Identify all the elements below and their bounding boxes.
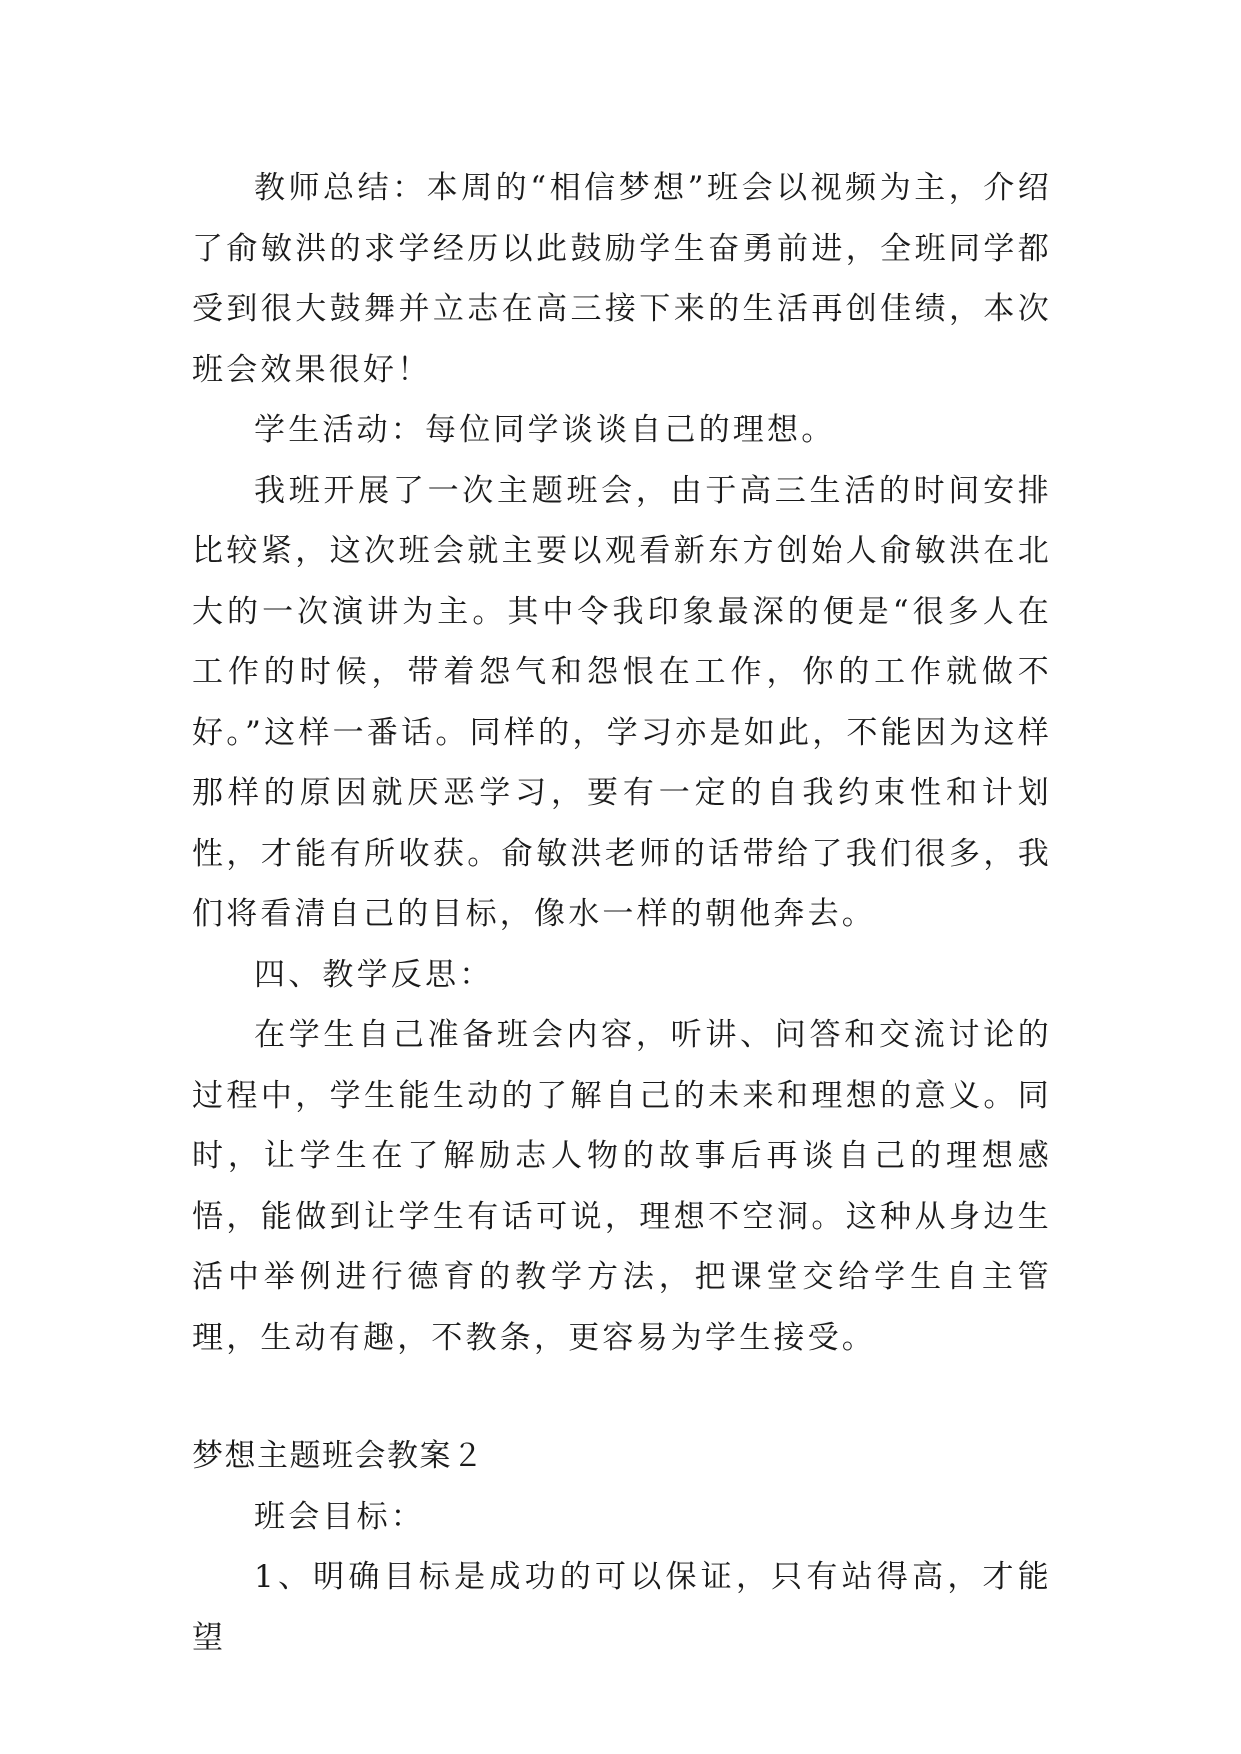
paragraph-reflection-heading: 四、教学反思： <box>254 956 494 993</box>
paragraph-reflection-body: 在学生自己准备班会内容，听讲、问答和交流讨论的过程中，学生能生动的了解自己的未来和理想的意义。同时，让学生在了解励志人物的故事后再谈自己的理想感悟，能做到让学生有话可说，理想不空洞。这种从身边生活中举例进行德育的教学方法，把课堂交给学生自主管理，生动有趣，不教条，更容易为学生接受。 <box>192 1017 1052 1356</box>
paragraph-student-activity: 学生活动：每位同学谈谈自己的理想。 <box>254 412 836 448</box>
paragraph-goal-1: 1、明确目标是成功的可以保证，只有站得高，才能望 <box>192 1559 1052 1656</box>
paragraph-teacher-summary: 教师总结：本周的“相信梦想”班会以视频为主，介绍了俞敏洪的求学经历以此鼓励学生奋勇前进，全班同学都受到很大鼓舞并立志在高三接下来的生活再创佳绩，本次班会效果很好！ <box>192 170 1052 388</box>
paragraph-meeting-goals-heading: 班会目标： <box>254 1498 425 1535</box>
paragraph-class-meeting-review: 我班开展了一次主题班会，由于高三生活的时间安排比较紧，这次班会就主要以观看新东方创始人俞敏洪在北大的一次演讲为主。其中令我印象最深的便是“很多人在工作的时候，带着怨气和怨恨在工作，你的工作就做不好。”这样一番话。同样的，学习亦是如此，不能因为这样那样的原因就厌恶学习，要有一定的自我约束性和计划性，才能有所收获。俞敏洪老师的话带给了我们很多，我们将看清自己的目标，像水一样的朝他奔去。 <box>192 472 1052 932</box>
document-body <box>192 158 1052 1668</box>
section-title: 梦想主题班会教案２ <box>192 1438 485 1474</box>
